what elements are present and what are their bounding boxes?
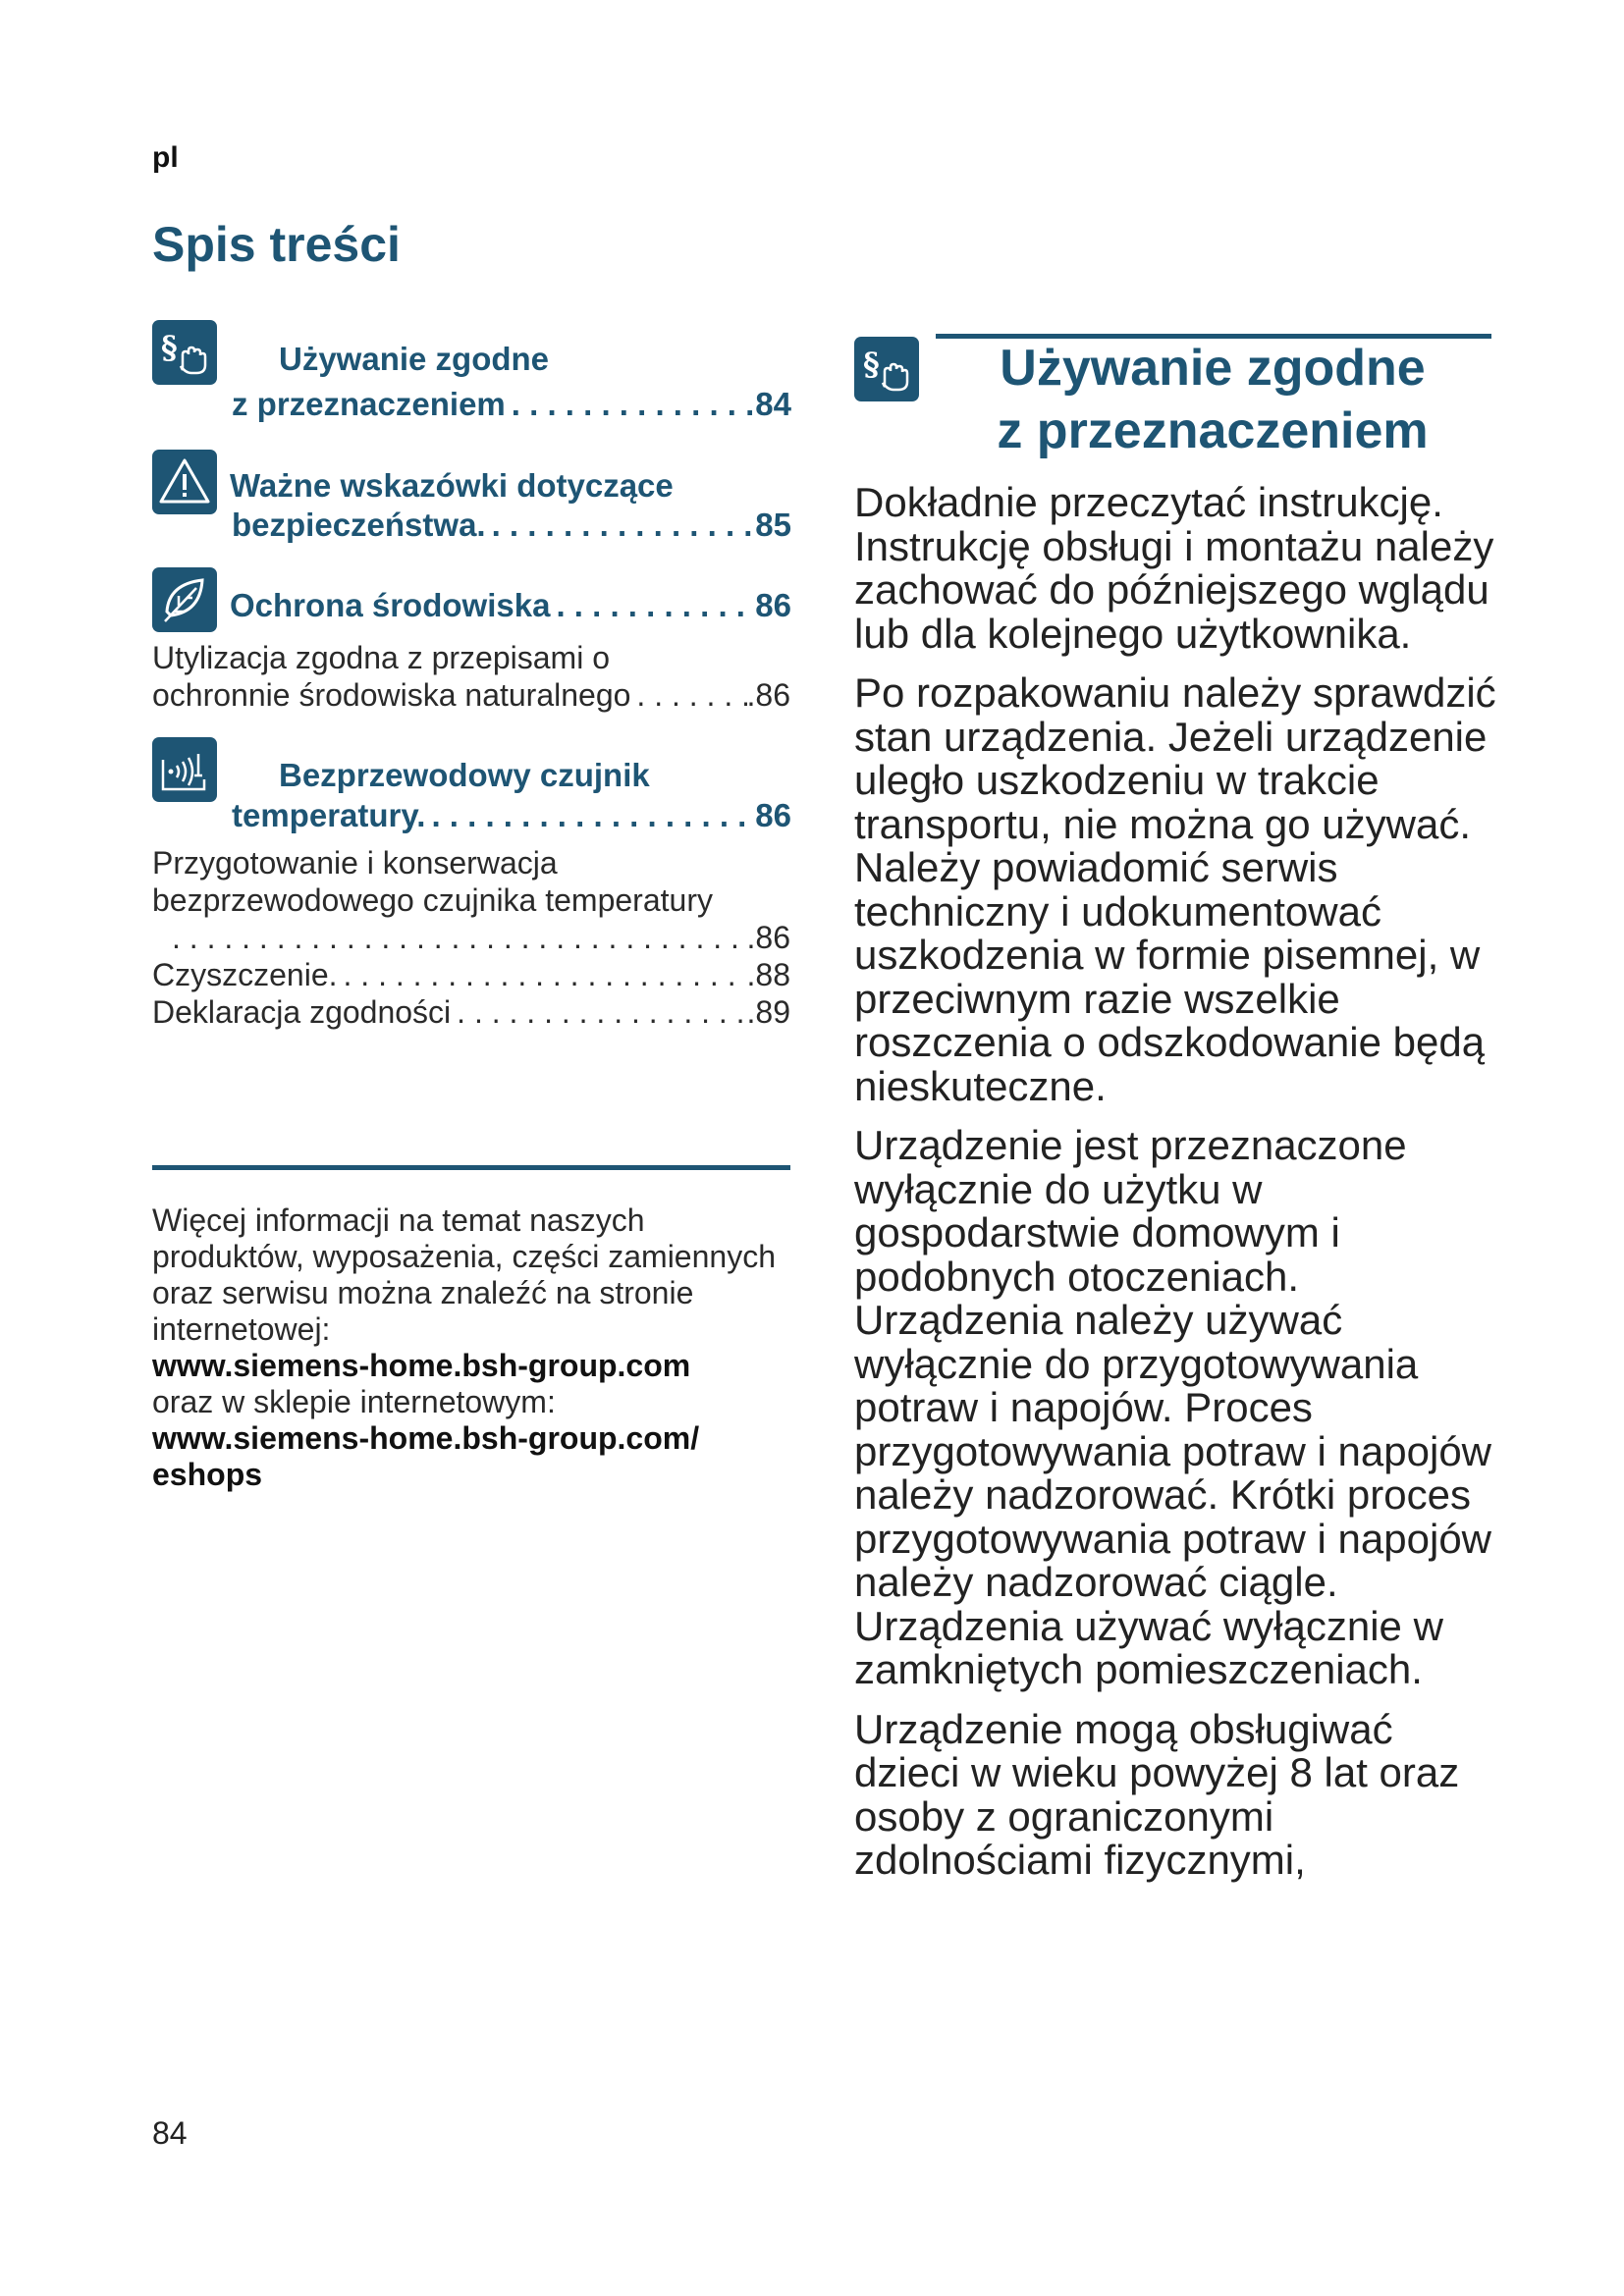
toc-entry-3[interactable]: [230, 586, 791, 625]
section-title-line1: Używanie zgodne: [1000, 340, 1426, 397]
paragraph: Urządzenie jest przeznaczone wyłącznie do użytku w gospodarstwie domowym i podobnych otoczeniach. Urządzenia należy używać wyłącznie do przygotowywania potraw i napojów. Proces przygotowywania potraw i napojów należy nadzorować. Krótki proces przygotowywania potraw i napojów należy nadzorować ciągle. Urządzenia używać wyłącznie w zamkniętych pomieszczeniach.: [854, 1122, 1492, 1692]
toc-sub-entry-line1: Przygotowanie i konserwacja: [152, 845, 558, 881]
toc-entry-2-line1[interactable]: Ważne wskazówki dotyczące: [230, 467, 674, 504]
toc-sub-page: .89: [746, 994, 790, 1030]
toc-sub-page: .88: [746, 957, 790, 992]
toc-sub-label: Czyszczenie.: [152, 957, 338, 992]
info-text-2: oraz w sklepie internetowym:: [152, 1384, 556, 1419]
page-number: 84: [152, 2115, 188, 2151]
leader-dots: [506, 385, 756, 424]
svg-text:§: §: [161, 329, 178, 366]
paragraph: Po rozpakowaniu należy sprawdzić stan urządzenia. Jeżeli urządzenie uległo uszkodzeniu w trakcie transportu, nie można go używać. Należy powiadomić serwis techniczny i udokumentować uszkodzenia w formie pisemnej, w przeciwnym razie wszelkie roszczenia o odszkodowanie będą nieskuteczne.: [854, 669, 1496, 1109]
toc-entry-1-line1[interactable]: Używanie zgodne: [279, 341, 550, 377]
toc-sub-entry[interactable]: [152, 956, 790, 993]
toc-sub-list: [152, 844, 790, 1031]
toc-entry-2-page: 85: [755, 507, 791, 543]
leader-dots: [451, 993, 746, 1031]
toc-sub-page: .86: [746, 677, 790, 713]
toc-sub-label: ochronnie środowiska naturalnego: [152, 677, 631, 713]
toc-sub-entry-line2: [152, 676, 790, 714]
toc-sub-entry-line1: Utylizacja zgodna z przepisami o: [152, 640, 610, 675]
section-hand-icon: [152, 320, 217, 385]
leader-dots: [338, 956, 747, 993]
leaf-icon: [152, 567, 217, 632]
toc-entry-3-page: 86: [755, 587, 791, 623]
toc-sub-entry[interactable]: [152, 639, 790, 714]
toc-entry-2[interactable]: [232, 506, 791, 545]
divider: [152, 1165, 790, 1170]
warning-triangle-icon: [152, 450, 217, 514]
toc-entry-4-page: 86: [755, 797, 791, 833]
toc-entry-1-page: 84: [755, 386, 791, 422]
toc-entry-4-line1[interactable]: Bezprzewodowy czujnik: [279, 757, 650, 793]
wireless-sensor-icon: [152, 737, 217, 802]
toc-entry-4-line2: temperatury.: [232, 797, 426, 833]
info-block: [152, 1202, 790, 1493]
toc-sub-page: .86: [746, 920, 790, 955]
leader-dots: [486, 506, 756, 545]
paragraph: Urządzenie mogą obsługiwać dzieci w wieku powyżej 8 lat oraz osoby z ograniczonymi zdolnościami fizycznymi,: [854, 1705, 1460, 1883]
toc-sub-label: Deklaracja zgodności: [152, 994, 452, 1030]
toc-sub-entry[interactable]: [152, 844, 790, 956]
toc-sub-entry-line2: bezprzewodowego czujnika temperatury: [152, 882, 713, 918]
leader-dots: [630, 676, 746, 714]
toc-sub-entry[interactable]: [152, 993, 790, 1031]
section-title: [928, 337, 1497, 462]
website-link[interactable]: www.siemens-home.bsh-group.com: [152, 1348, 691, 1383]
toc-entry-4[interactable]: [232, 796, 791, 835]
language-code: pl: [152, 141, 179, 174]
leader-dots: [425, 796, 755, 835]
toc-entry-1[interactable]: [232, 385, 791, 424]
svg-text:§: §: [863, 346, 880, 383]
info-text-1: Więcej informacji na temat naszych produktów, wyposażenia, części zamiennych oraz serwisu można znaleźć na stronie internetowej:: [152, 1202, 776, 1347]
section-hand-icon: [854, 337, 919, 401]
toc-title: Spis treści: [152, 217, 401, 272]
eshop-link[interactable]: www.siemens-home.bsh-group.com/ eshops: [152, 1420, 700, 1492]
leader-dots: [152, 919, 747, 956]
toc-entry-1-line2: z przeznaczeniem: [232, 386, 506, 422]
toc-entry-3-line1: Ochrona środowiska: [230, 587, 551, 623]
paragraph: Dokładnie przeczytać instrukcję. Instrukcję obsługi i montażu należy zachować do późniejszego wglądu lub dla kolejnego użytkownika.: [854, 479, 1494, 657]
toc-sub-entry-dots: [152, 919, 790, 956]
section-title-line2: z przeznaczeniem: [997, 402, 1429, 459]
toc-entry-2-line2: bezpieczeństwa.: [232, 507, 486, 543]
section-body: [854, 481, 1502, 1898]
leader-dots: [550, 586, 755, 625]
